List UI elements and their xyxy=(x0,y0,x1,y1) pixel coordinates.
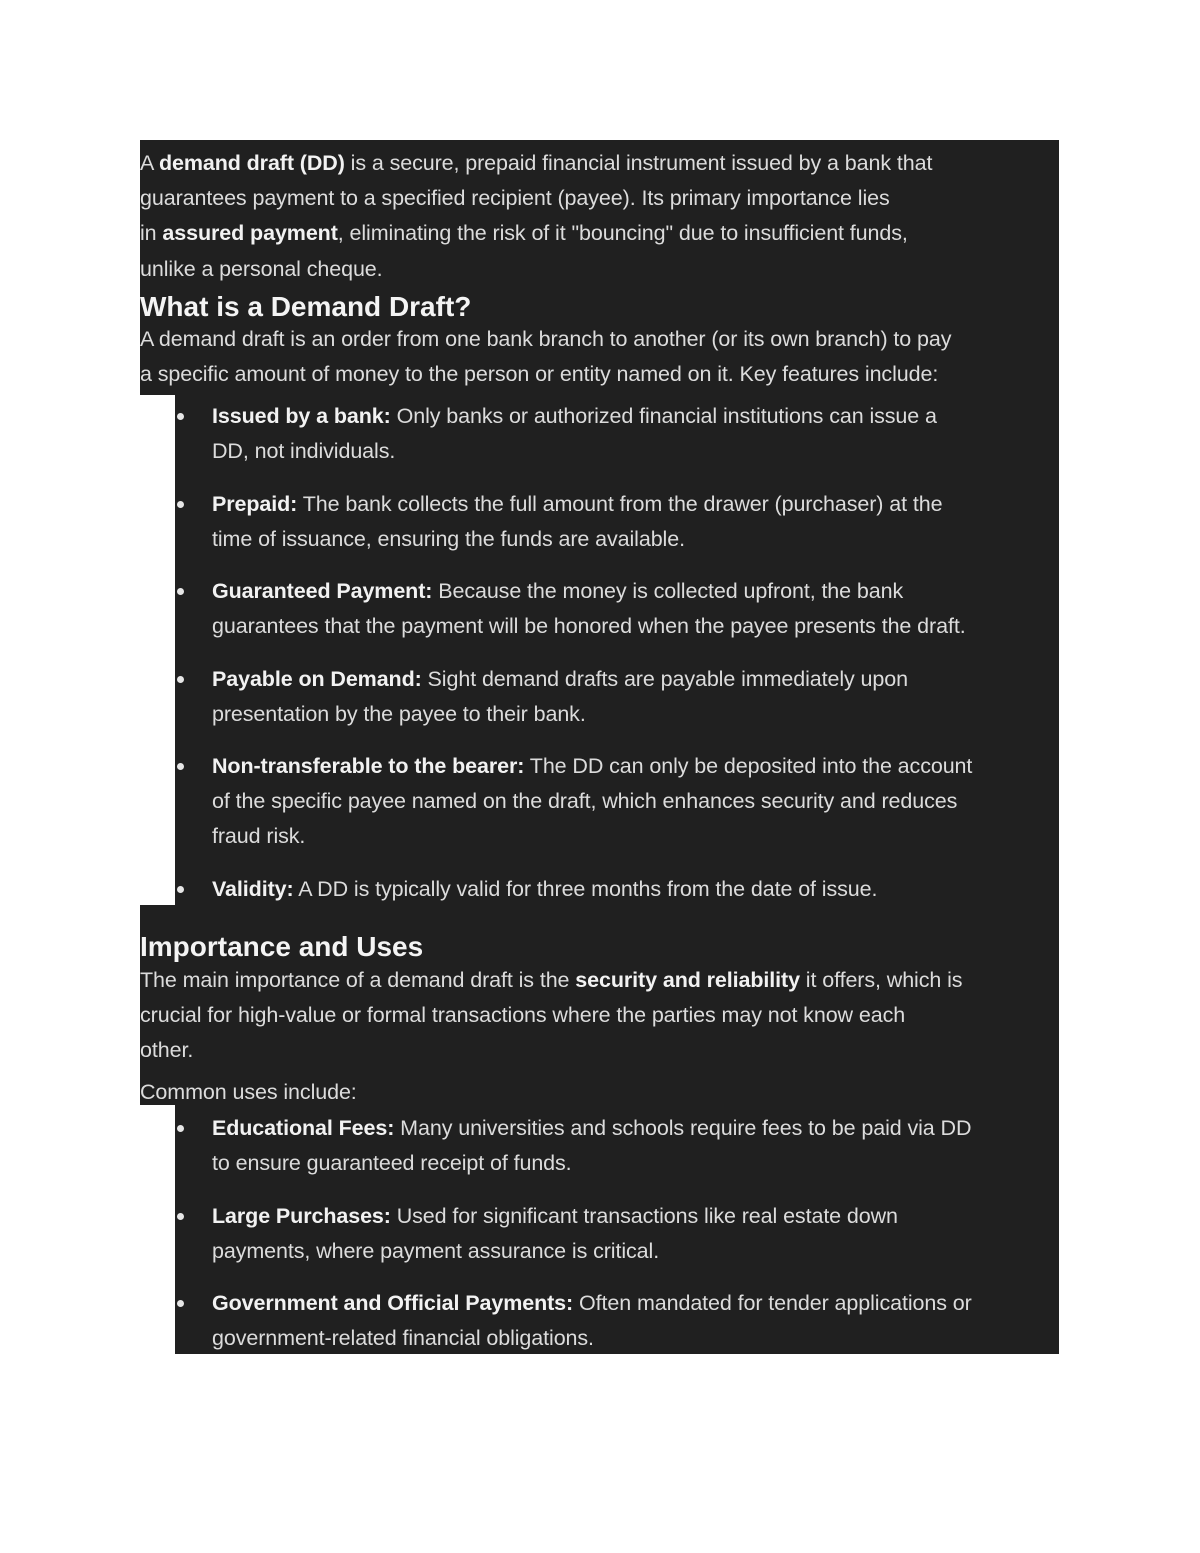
section2-text: it offers, which is xyxy=(799,968,963,992)
intro-block-tail xyxy=(140,255,1059,285)
bullet-icon xyxy=(177,1213,184,1220)
item-text: The DD can only be deposited into the account xyxy=(524,754,973,778)
intro-text: A xyxy=(140,151,159,175)
item-text: to ensure guaranteed receipt of funds. xyxy=(212,1151,572,1175)
list-item xyxy=(175,1199,1059,1269)
section1-heading: What is a Demand Draft? xyxy=(140,291,472,322)
list-item xyxy=(175,487,1059,557)
intro-line-2: guarantees payment to a specified recipient (payee). Its primary importance lies xyxy=(140,186,890,210)
list-item xyxy=(175,1286,1059,1356)
item-text: Used for significant transactions like real estate down xyxy=(390,1203,898,1228)
item-text: Many universities and schools require fees to be paid via DD xyxy=(394,1116,972,1140)
item-label: Government and Official Payments: xyxy=(212,1291,574,1315)
item-text: payments, where payment assurance is critical. xyxy=(212,1238,660,1263)
intro-text: in xyxy=(140,221,163,245)
list-item xyxy=(175,872,1059,907)
section2-para-line-2: crucial for high-value or formal transactions where the parties may not know each xyxy=(140,1003,906,1027)
list-item xyxy=(175,399,1059,469)
item-text: Because the money is collected upfront, the bank xyxy=(432,579,904,603)
bullet-icon xyxy=(177,886,184,893)
item-text: The bank collects the full amount from the drawer (purchaser) at the xyxy=(297,491,943,516)
bullet-icon xyxy=(177,501,184,508)
item-label: Payable on Demand: xyxy=(212,666,422,691)
section1-block xyxy=(140,285,1059,395)
section2-para-line-1 xyxy=(140,963,1059,998)
item-label: Validity: xyxy=(212,876,294,901)
bullet-icon xyxy=(177,413,184,420)
item-text: Often mandated for tender applications or xyxy=(573,1291,972,1315)
item-text: A DD is typically valid for three months from the date of issue. xyxy=(293,876,878,901)
intro-line-1 xyxy=(140,146,1059,181)
bullet-icon xyxy=(177,676,184,683)
item-text: presentation by the payee to their bank. xyxy=(212,701,586,726)
section2-heading: Importance and Uses xyxy=(140,931,424,962)
item-text: guarantees that the payment will be honored when the payee presents the draft. xyxy=(212,614,966,638)
item-label: Prepaid: xyxy=(212,491,298,516)
intro-bold-term: demand draft (DD) xyxy=(158,151,345,175)
bullet-icon xyxy=(177,1125,184,1132)
uses-intro-block xyxy=(140,1075,1059,1105)
item-text: fraud risk. xyxy=(212,824,306,848)
section1-para-line-2: a specific amount of money to the person or entity named on it. Key features include: xyxy=(140,362,939,386)
list-item xyxy=(175,1111,1059,1181)
item-text: government-related financial obligations. xyxy=(212,1326,594,1350)
intro-bold-term: assured payment xyxy=(162,221,338,245)
intro-line-3 xyxy=(140,216,1059,251)
item-label: Educational Fees: xyxy=(212,1116,395,1140)
bullet-icon xyxy=(177,763,184,770)
uses-intro: Common uses include: xyxy=(140,1080,357,1104)
section1-list-block xyxy=(175,395,1059,905)
item-text: time of issuance, ensuring the funds are available. xyxy=(212,526,685,551)
item-text: Only banks or authorized financial institutions can issue a xyxy=(390,404,937,428)
bullet-icon xyxy=(177,588,184,595)
section1-para-line-1: A demand draft is an order from one bank branch to another (or its own branch) to pay xyxy=(140,327,952,351)
item-label: Guaranteed Payment: xyxy=(212,579,433,603)
list-item xyxy=(175,662,1059,732)
intro-block xyxy=(140,140,1059,255)
bullet-icon xyxy=(177,1300,184,1307)
item-text: Sight demand drafts are payable immediately upon xyxy=(421,666,908,691)
uses-list xyxy=(175,1111,1059,1356)
feature-list xyxy=(175,399,1059,907)
item-label: Large Purchases: xyxy=(212,1203,391,1228)
section2-bold-term: security and reliability xyxy=(575,968,800,992)
item-text: DD, not individuals. xyxy=(212,439,396,463)
intro-line-4: unlike a personal cheque. xyxy=(140,257,383,281)
section2-text: The main importance of a demand draft is the xyxy=(140,968,576,992)
item-label: Issued by a bank: xyxy=(212,404,391,428)
intro-text: , eliminating the risk of it "bouncing" due to insufficient funds, xyxy=(337,221,908,245)
list-item xyxy=(175,574,1059,644)
section2-para-line-3: other. xyxy=(140,1038,194,1062)
list-item xyxy=(175,749,1059,854)
section2-list-block xyxy=(175,1105,1059,1354)
intro-text: is a secure, prepaid financial instrument issued by a bank that xyxy=(344,151,933,175)
item-text: of the specific payee named on the draft, which enhances security and reduces xyxy=(212,789,958,813)
item-label: Non-transferable to the bearer: xyxy=(212,754,525,778)
